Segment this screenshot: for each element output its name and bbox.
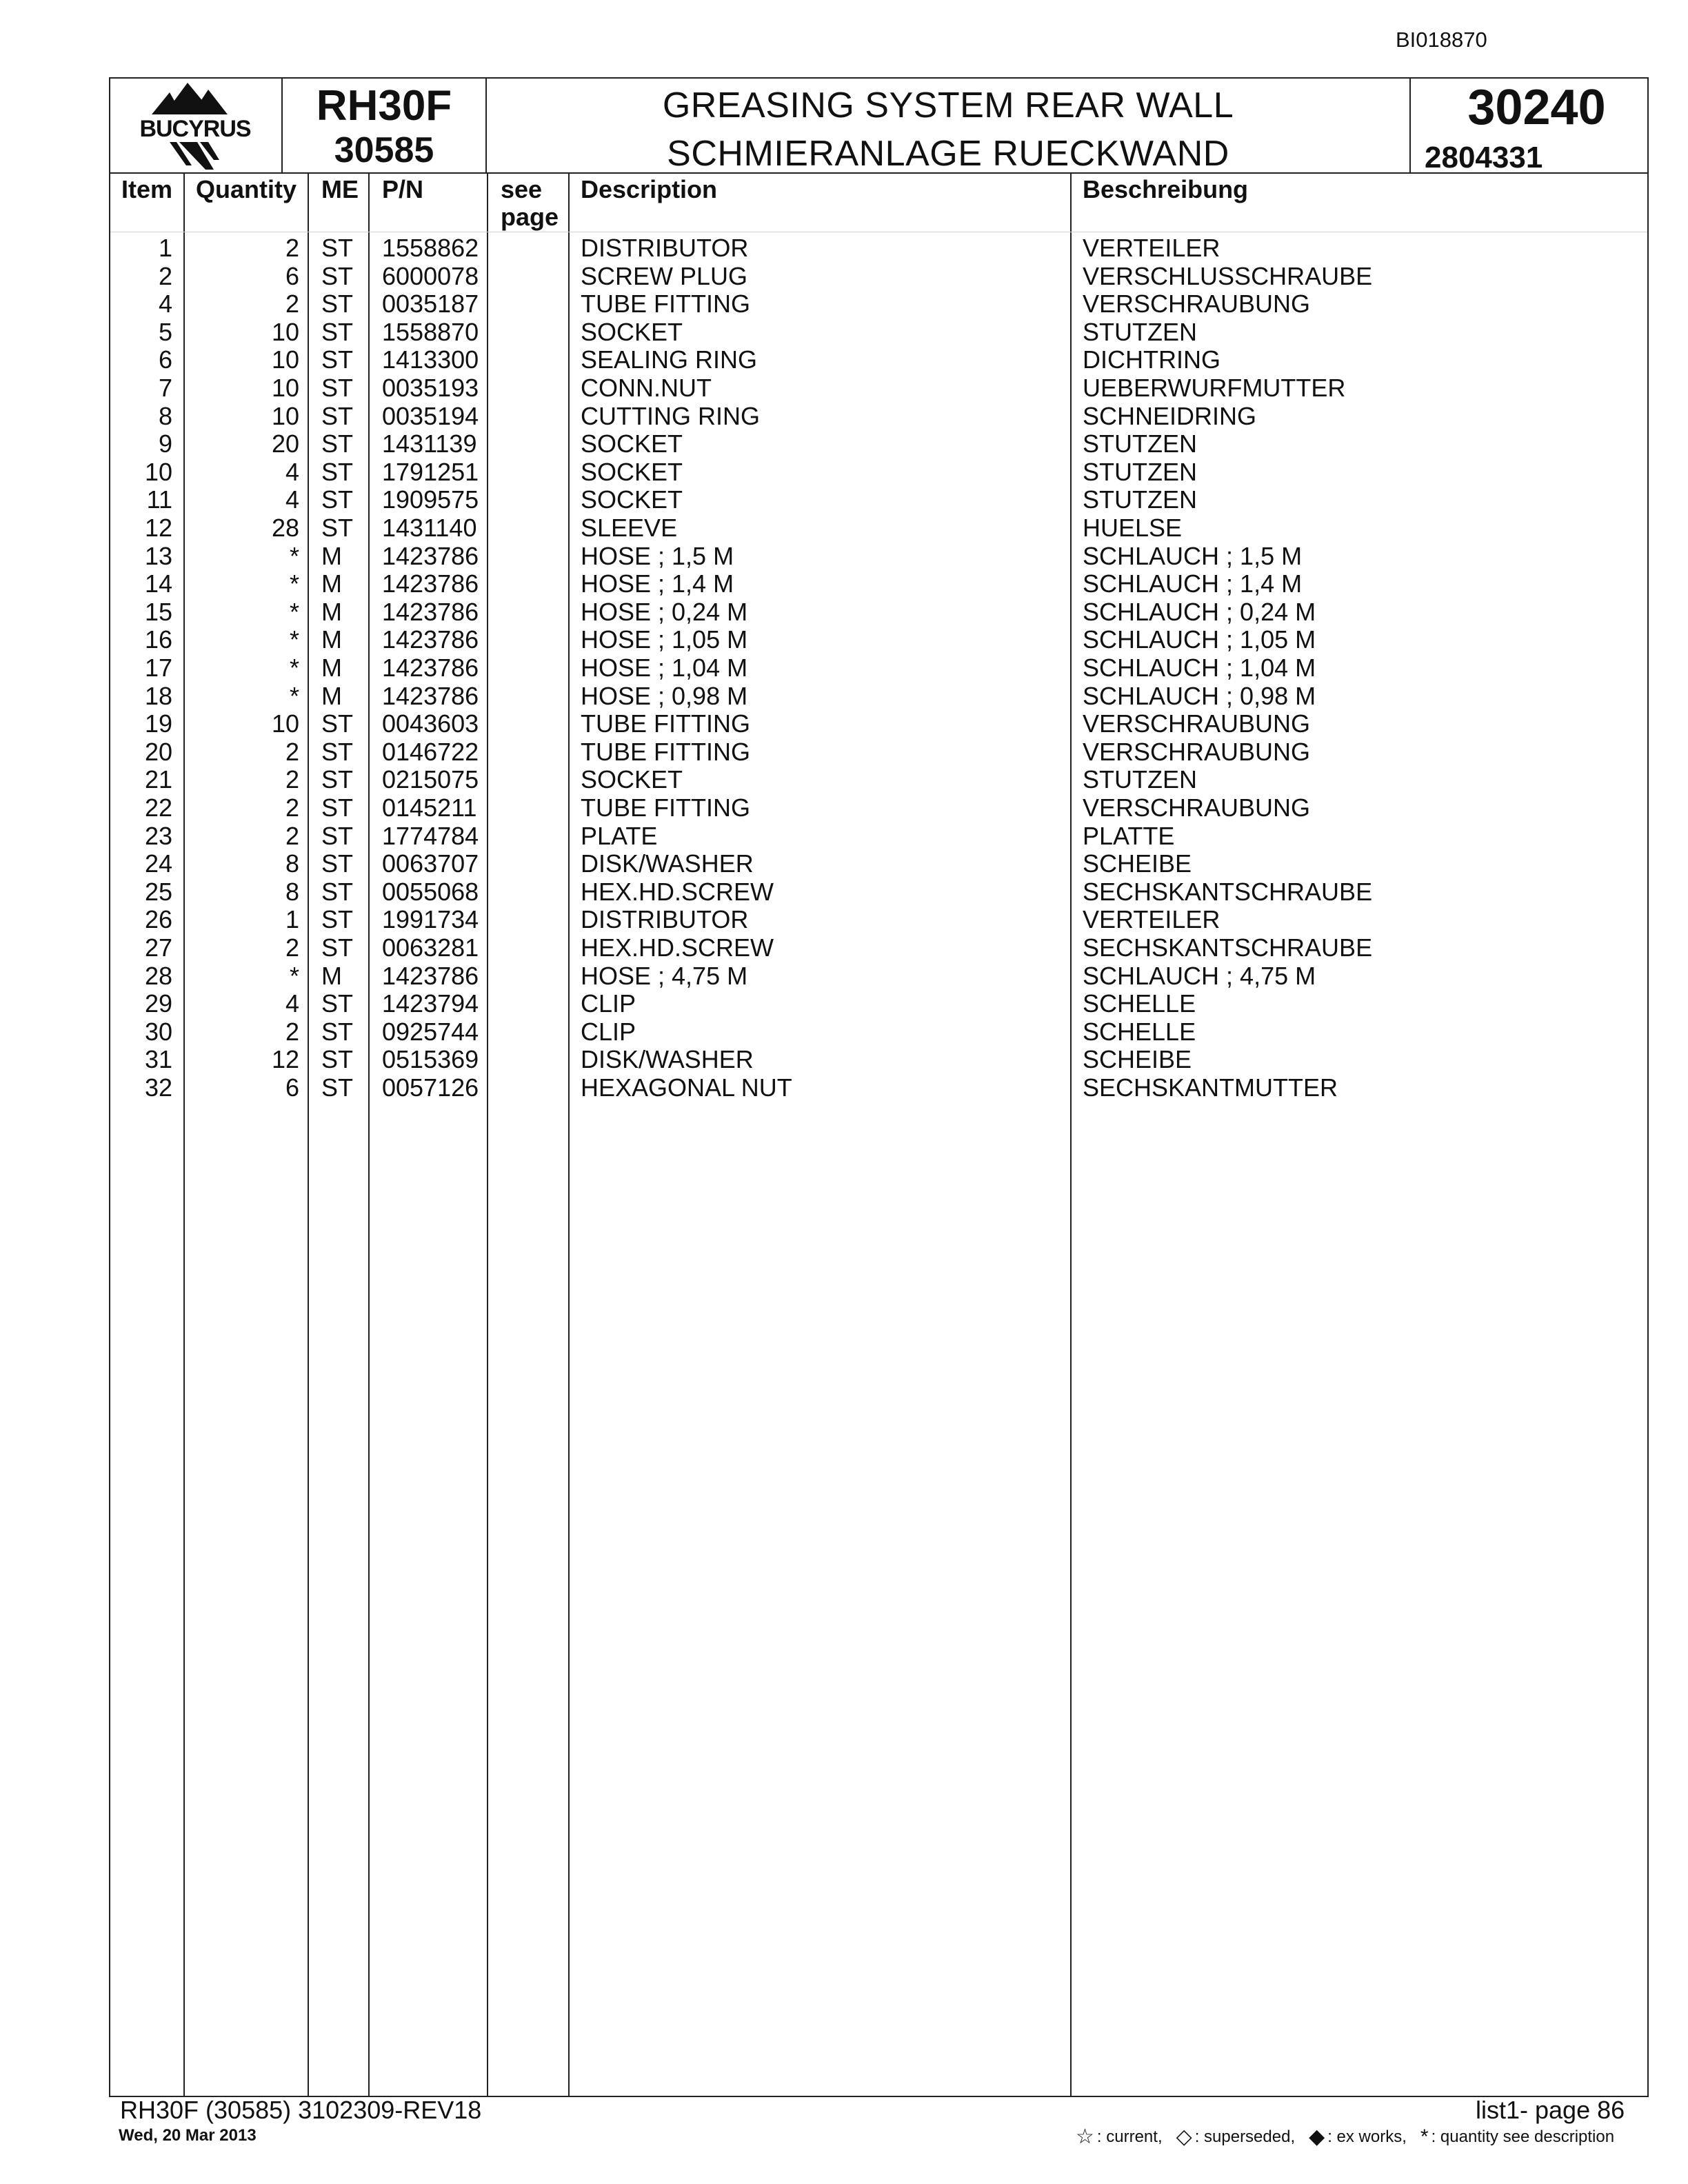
- column-header-me: ME: [321, 175, 359, 203]
- description-cell: SOCKET: [581, 317, 683, 346]
- table-row: [110, 374, 1647, 403]
- description-cell: TUBE FITTING: [581, 793, 750, 822]
- beschreibung-cell: SCHEIBE: [1083, 1045, 1192, 1074]
- part-number-cell: 1991734: [382, 905, 479, 934]
- description-cell: CUTTING RING: [581, 401, 760, 430]
- beschreibung-cell: SCHLAUCH ; 1,4 M: [1083, 569, 1303, 598]
- table-row: [110, 1046, 1647, 1074]
- description-cell: HEX.HD.SCREW: [581, 877, 774, 906]
- column-header-pn: P/N: [382, 175, 424, 203]
- quantity-cell: 4: [285, 485, 299, 514]
- unit-cell: ST: [321, 933, 354, 962]
- legend-text: : quantity see description: [1431, 2127, 1615, 2146]
- table-row: [110, 738, 1647, 767]
- model-number: 30585: [334, 130, 434, 170]
- part-number-cell: 0925744: [382, 1017, 479, 1046]
- part-number-cell: 1431139: [382, 429, 477, 458]
- part-number-cell: 0055068: [382, 877, 479, 906]
- asterisk-icon: *: [1420, 2125, 1429, 2148]
- beschreibung-cell: UEBERWURFMUTTER: [1083, 374, 1346, 402]
- description-cell: SOCKET: [581, 457, 683, 486]
- beschreibung-cell: SCHLAUCH ; 0,24 M: [1083, 597, 1316, 626]
- description-cell: HOSE ; 4,75 M: [581, 961, 748, 990]
- footer-date: Wed, 20 Mar 2013: [119, 2126, 257, 2145]
- beschreibung-cell: VERSCHLUSSCHRAUBE: [1083, 261, 1373, 290]
- table-row: [110, 570, 1647, 598]
- quantity-cell: *: [289, 681, 299, 710]
- description-cell: HEXAGONAL NUT: [581, 1073, 792, 1102]
- beschreibung-cell: SECHSKANTSCHRAUBE: [1083, 933, 1373, 962]
- table-row: [110, 654, 1647, 682]
- drawing-number: 30240: [1467, 80, 1606, 135]
- quantity-cell: 10: [271, 374, 299, 402]
- quantity-cell: 10: [271, 709, 299, 738]
- part-number-cell: 0035193: [382, 374, 479, 402]
- item-cell: 31: [144, 1045, 172, 1074]
- unit-cell: M: [321, 654, 342, 682]
- item-cell: 2: [158, 261, 172, 290]
- item-cell: 28: [144, 961, 172, 990]
- item-cell: 8: [158, 401, 172, 430]
- quantity-cell: 10: [271, 345, 299, 374]
- part-number-cell: 1423786: [382, 654, 479, 682]
- item-cell: 5: [158, 317, 172, 346]
- quantity-cell: 10: [271, 401, 299, 430]
- description-cell: SCREW PLUG: [581, 261, 748, 290]
- beschreibung-cell: VERTEILER: [1083, 905, 1220, 934]
- table-row: [110, 290, 1647, 318]
- description-cell: DISTRIBUTOR: [581, 905, 749, 934]
- item-cell: 20: [144, 737, 172, 766]
- description-cell: TUBE FITTING: [581, 737, 750, 766]
- beschreibung-cell: STUTZEN: [1083, 765, 1197, 794]
- unit-cell: ST: [321, 290, 354, 318]
- document-id: BI018870: [1396, 28, 1487, 52]
- quantity-cell: 2: [285, 1017, 299, 1046]
- beschreibung-cell: SECHSKANTSCHRAUBE: [1083, 877, 1373, 906]
- diamond-filled-icon: ◆: [1309, 2125, 1325, 2148]
- part-number-cell: 1909575: [382, 485, 479, 514]
- bucyrus-logo: [110, 79, 280, 172]
- beschreibung-cell: VERSCHRAUBUNG: [1083, 709, 1311, 738]
- unit-cell: M: [321, 569, 342, 598]
- unit-cell: ST: [321, 765, 354, 794]
- quantity-cell: 2: [285, 290, 299, 318]
- part-number-cell: 1423786: [382, 681, 479, 710]
- legend-text: : superseded,: [1194, 2127, 1296, 2146]
- table-row: [110, 486, 1647, 514]
- table-row: [110, 766, 1647, 794]
- table-row: [110, 682, 1647, 711]
- description-cell: HOSE ; 1,4 M: [581, 569, 734, 598]
- quantity-cell: 20: [271, 429, 299, 458]
- description-cell: SOCKET: [581, 485, 683, 514]
- item-cell: 6: [158, 345, 172, 374]
- table-row: [110, 514, 1647, 543]
- quantity-cell: 1: [285, 905, 299, 934]
- table-row: [110, 234, 1647, 263]
- title-german: SCHMIERANLAGE RUECKWAND: [667, 134, 1229, 174]
- unit-cell: ST: [321, 1045, 354, 1074]
- unit-cell: M: [321, 625, 342, 654]
- beschreibung-cell: SCHELLE: [1083, 1017, 1196, 1046]
- beschreibung-cell: SCHEIBE: [1083, 849, 1192, 878]
- star-outline-icon: ☆: [1076, 2125, 1094, 2148]
- quantity-cell: *: [289, 569, 299, 598]
- table-row: [110, 626, 1647, 654]
- quantity-cell: 2: [285, 737, 299, 766]
- reference-number: 2804331: [1425, 141, 1543, 174]
- title-english: GREASING SYSTEM REAR WALL: [662, 85, 1234, 125]
- part-number-cell: 0145211: [382, 793, 477, 822]
- item-cell: 22: [144, 793, 172, 822]
- item-cell: 12: [144, 514, 172, 542]
- quantity-cell: *: [289, 597, 299, 626]
- beschreibung-cell: STUTZEN: [1083, 317, 1197, 346]
- table-row: [110, 346, 1647, 374]
- quantity-cell: 2: [285, 933, 299, 962]
- quantity-cell: 2: [285, 821, 299, 850]
- unit-cell: ST: [321, 989, 354, 1018]
- beschreibung-cell: SCHLAUCH ; 1,05 M: [1083, 625, 1316, 654]
- description-cell: TUBE FITTING: [581, 709, 750, 738]
- description-cell: TUBE FITTING: [581, 290, 750, 318]
- item-cell: 10: [144, 457, 172, 486]
- part-number-cell: 0063281: [382, 933, 479, 962]
- item-cell: 26: [144, 905, 172, 934]
- unit-cell: ST: [321, 514, 354, 542]
- unit-cell: ST: [321, 793, 354, 822]
- quantity-cell: *: [289, 541, 299, 570]
- unit-cell: ST: [321, 345, 354, 374]
- description-cell: CLIP: [581, 989, 636, 1018]
- description-cell: SOCKET: [581, 765, 683, 794]
- unit-cell: ST: [321, 485, 354, 514]
- beschreibung-cell: SCHLAUCH ; 1,04 M: [1083, 654, 1316, 682]
- table-row: [110, 263, 1647, 291]
- unit-cell: ST: [321, 709, 354, 738]
- item-cell: 14: [144, 569, 172, 598]
- part-number-cell: 0515369: [382, 1045, 479, 1074]
- unit-cell: M: [321, 597, 342, 626]
- part-number-cell: 0057126: [382, 1073, 479, 1102]
- unit-cell: ST: [321, 905, 354, 934]
- item-cell: 25: [144, 877, 172, 906]
- description-cell: DISK/WASHER: [581, 849, 754, 878]
- item-cell: 19: [144, 709, 172, 738]
- part-number-cell: 1423786: [382, 961, 479, 990]
- part-number-cell: 0063707: [382, 849, 479, 878]
- table-row: [110, 794, 1647, 822]
- column-header-page: page: [501, 203, 559, 231]
- table-row: [110, 822, 1647, 851]
- beschreibung-cell: PLATTE: [1083, 821, 1175, 850]
- part-number-cell: 1791251: [382, 457, 479, 486]
- table-row: [110, 458, 1647, 487]
- table-row: [110, 430, 1647, 458]
- beschreibung-cell: SCHLAUCH ; 0,98 M: [1083, 681, 1316, 710]
- part-number-cell: 1423786: [382, 625, 479, 654]
- footer-document-ref: RH30F (30585) 3102309-REV18: [120, 2096, 482, 2124]
- item-cell: 21: [144, 765, 172, 794]
- part-number-cell: 1558870: [382, 317, 479, 346]
- column-header-item: Item: [121, 175, 173, 203]
- item-cell: 1: [158, 234, 172, 262]
- description-cell: CONN.NUT: [581, 374, 712, 402]
- beschreibung-cell: STUTZEN: [1083, 457, 1197, 486]
- description-cell: DISK/WASHER: [581, 1045, 754, 1074]
- beschreibung-cell: SCHLAUCH ; 1,5 M: [1083, 541, 1303, 570]
- description-cell: DISTRIBUTOR: [581, 234, 749, 262]
- part-number-cell: 1413300: [382, 345, 479, 374]
- unit-cell: ST: [321, 737, 354, 766]
- item-cell: 18: [144, 681, 172, 710]
- table-row: [110, 318, 1647, 347]
- item-cell: 30: [144, 1017, 172, 1046]
- quantity-cell: 10: [271, 317, 299, 346]
- item-cell: 7: [158, 374, 172, 402]
- beschreibung-cell: DICHTRING: [1083, 345, 1220, 374]
- beschreibung-cell: HUELSE: [1083, 514, 1183, 542]
- table-row: [110, 934, 1647, 962]
- description-cell: HOSE ; 0,98 M: [581, 681, 748, 710]
- quantity-cell: *: [289, 625, 299, 654]
- description-cell: HOSE ; 1,04 M: [581, 654, 748, 682]
- item-cell: 32: [144, 1073, 172, 1102]
- unit-cell: M: [321, 541, 342, 570]
- column-header-quantity: Quantity: [196, 175, 297, 203]
- beschreibung-cell: VERSCHRAUBUNG: [1083, 290, 1311, 318]
- column-header-description: Description: [581, 175, 718, 203]
- unit-cell: ST: [321, 821, 354, 850]
- column-header-beschreibung: Beschreibung: [1083, 175, 1249, 203]
- item-cell: 15: [144, 597, 172, 626]
- logo-cell: [110, 79, 283, 172]
- table-row: [110, 962, 1647, 991]
- footer-page-number: list1- page 86: [1476, 2096, 1625, 2124]
- quantity-cell: 28: [271, 514, 299, 542]
- table-row: [110, 1074, 1647, 1102]
- item-cell: 29: [144, 989, 172, 1018]
- diamond-outline-icon: ◇: [1176, 2125, 1192, 2148]
- table-row: [110, 906, 1647, 934]
- model-name: RH30F: [316, 82, 452, 130]
- quantity-cell: 8: [285, 877, 299, 906]
- unit-cell: ST: [321, 1073, 354, 1102]
- beschreibung-cell: VERTEILER: [1083, 234, 1220, 262]
- item-cell: 11: [146, 485, 172, 514]
- beschreibung-cell: SCHLAUCH ; 4,75 M: [1083, 961, 1316, 990]
- part-number-cell: 0043603: [382, 709, 479, 738]
- svg-text:BUCYRUS: BUCYRUS: [139, 116, 251, 142]
- beschreibung-cell: SCHNEIDRING: [1083, 401, 1257, 430]
- part-number-cell: 1423786: [382, 541, 479, 570]
- quantity-cell: *: [289, 654, 299, 682]
- legend-text: : ex works,: [1327, 2127, 1407, 2146]
- beschreibung-cell: STUTZEN: [1083, 485, 1197, 514]
- table-row: [110, 850, 1647, 878]
- quantity-cell: 12: [271, 1045, 299, 1074]
- unit-cell: ST: [321, 261, 354, 290]
- unit-cell: ST: [321, 849, 354, 878]
- part-number-cell: 0215075: [382, 765, 479, 794]
- description-cell: SLEEVE: [581, 514, 678, 542]
- unit-cell: ST: [321, 1017, 354, 1046]
- beschreibung-cell: SCHELLE: [1083, 989, 1196, 1018]
- table-row: [110, 710, 1647, 738]
- description-cell: HOSE ; 0,24 M: [581, 597, 748, 626]
- table-row: [110, 543, 1647, 571]
- header-block: [109, 77, 1649, 174]
- description-cell: HOSE ; 1,5 M: [581, 541, 734, 570]
- legend: [1076, 2125, 1628, 2149]
- unit-cell: ST: [321, 401, 354, 430]
- table-row: [110, 878, 1647, 907]
- item-cell: 4: [158, 290, 172, 318]
- item-cell: 9: [158, 429, 172, 458]
- unit-cell: ST: [321, 234, 354, 262]
- item-cell: 23: [144, 821, 172, 850]
- description-cell: SOCKET: [581, 429, 683, 458]
- quantity-cell: 4: [285, 989, 299, 1018]
- quantity-cell: 2: [285, 234, 299, 262]
- item-cell: 27: [144, 933, 172, 962]
- quantity-cell: *: [289, 961, 299, 990]
- item-cell: 13: [144, 541, 172, 570]
- table-row: [110, 1018, 1647, 1046]
- description-cell: HEX.HD.SCREW: [581, 933, 774, 962]
- legend-text: : current,: [1096, 2127, 1163, 2146]
- item-cell: 24: [144, 849, 172, 878]
- table-row: [110, 403, 1647, 431]
- item-cell: 17: [144, 654, 172, 682]
- part-number-cell: 0035187: [382, 290, 479, 318]
- part-number-cell: 1423786: [382, 597, 479, 626]
- parts-table: [109, 174, 1649, 2097]
- unit-cell: M: [321, 961, 342, 990]
- quantity-cell: 2: [285, 765, 299, 794]
- title-cell: [487, 79, 1411, 172]
- description-cell: HOSE ; 1,05 M: [581, 625, 748, 654]
- part-number-cell: 1423786: [382, 569, 479, 598]
- description-cell: CLIP: [581, 1017, 636, 1046]
- quantity-cell: 6: [285, 261, 299, 290]
- beschreibung-cell: STUTZEN: [1083, 429, 1197, 458]
- part-number-cell: 6000078: [382, 261, 479, 290]
- quantity-cell: 6: [285, 1073, 299, 1102]
- beschreibung-cell: VERSCHRAUBUNG: [1083, 793, 1311, 822]
- column-header-see: see: [501, 175, 543, 203]
- beschreibung-cell: VERSCHRAUBUNG: [1083, 737, 1311, 766]
- item-cell: 16: [144, 625, 172, 654]
- part-number-cell: 0146722: [382, 737, 479, 766]
- part-number-cell: 1774784: [382, 821, 479, 850]
- part-number-cell: 0035194: [382, 401, 479, 430]
- number-cell: [1411, 79, 1649, 172]
- table-row: [110, 598, 1647, 627]
- description-cell: SEALING RING: [581, 345, 758, 374]
- part-number-cell: 1423794: [382, 989, 479, 1018]
- table-row: [110, 990, 1647, 1018]
- unit-cell: ST: [321, 429, 354, 458]
- model-cell: [283, 79, 487, 172]
- unit-cell: ST: [321, 457, 354, 486]
- part-number-cell: 1431140: [382, 514, 477, 542]
- description-cell: PLATE: [581, 821, 658, 850]
- unit-cell: ST: [321, 317, 354, 346]
- quantity-cell: 2: [285, 793, 299, 822]
- unit-cell: ST: [321, 877, 354, 906]
- part-number-cell: 1558862: [382, 234, 479, 262]
- quantity-cell: 4: [285, 457, 299, 486]
- unit-cell: ST: [321, 374, 354, 402]
- quantity-cell: 8: [285, 849, 299, 878]
- beschreibung-cell: SECHSKANTMUTTER: [1083, 1073, 1338, 1102]
- unit-cell: M: [321, 681, 342, 710]
